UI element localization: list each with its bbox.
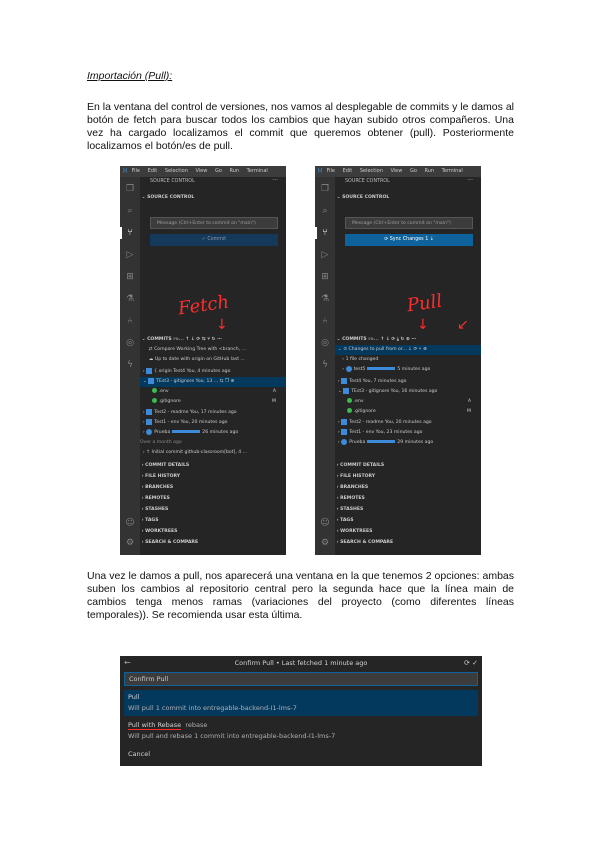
pull-annotation: Pull: [405, 290, 444, 317]
source-control-panel: [335, 177, 481, 555]
lightning-icon[interactable]: ϟ: [127, 360, 133, 370]
section-commit-details[interactable]: › COMMIT DETAILS: [140, 463, 190, 468]
commit-message-input[interactable]: Message (Ctrl+Enter to commit on "main"): [150, 217, 278, 229]
menu-run[interactable]: Run: [229, 168, 240, 174]
fetch-icon[interactable]: ⟳: [196, 337, 201, 342]
section-tags[interactable]: › TAGS: [335, 518, 354, 523]
account-icon[interactable]: ☺: [320, 518, 330, 528]
commit-row[interactable]: › Prueba 26 minutes ago: [140, 430, 239, 435]
menu-run[interactable]: Run: [424, 168, 435, 174]
lightning-icon[interactable]: ϟ: [322, 360, 328, 370]
search-icon[interactable]: ⌕: [322, 206, 328, 216]
fetch-annotation: Fetch: [176, 291, 231, 320]
section-remotes[interactable]: › REMOTES: [335, 496, 365, 501]
vscode-logo-icon: ⟩⟨: [317, 168, 323, 174]
annotation-arrow-icon: ↓: [216, 317, 228, 333]
git-graph-icon[interactable]: ⑃: [322, 316, 328, 326]
vscode-logo-icon: ⟩⟨: [122, 168, 128, 174]
commit-row[interactable]: › ↑ Initial commit github-classroom[bot], 4 ...: [140, 450, 247, 455]
menu-terminal[interactable]: Terminal: [441, 168, 463, 174]
commit-row[interactable]: › Test2 - readme You, 17 minutes ago: [140, 410, 237, 415]
commit-row[interactable]: › Prueba 29 minutes ago: [335, 440, 434, 445]
annotation-arrow-icon: ↓: [417, 317, 429, 333]
menu-go[interactable]: Go: [409, 168, 417, 174]
menu-file[interactable]: File: [131, 168, 140, 174]
testing-icon[interactable]: ⚗: [320, 294, 330, 304]
menu-go[interactable]: Go: [214, 168, 222, 174]
section-stashes[interactable]: › STASHES: [335, 507, 364, 512]
sync-icon[interactable]: ⟳: [464, 659, 470, 667]
dialog-actions: [464, 656, 478, 670]
extensions-icon[interactable]: ⊞: [321, 272, 329, 282]
date-separator: Over a month ago: [140, 440, 182, 445]
option-pull[interactable]: [124, 690, 478, 716]
settings-gear-icon[interactable]: ⚙: [320, 538, 330, 548]
section-source-control[interactable]: ⌄ SOURCE CONTROL: [140, 195, 195, 200]
title-bar: [120, 166, 286, 177]
dialog-title: Confirm Pull • Last fetched 1 minute ago: [234, 659, 368, 667]
extensions-icon[interactable]: ⊞: [126, 272, 134, 282]
section-search-compare[interactable]: › SEARCH & COMPARE: [335, 540, 394, 545]
commit-row[interactable]: ⇄ Compare Working Tree with <branch, ...: [140, 347, 246, 352]
section-remotes[interactable]: › REMOTES: [140, 496, 170, 501]
menu-view[interactable]: View: [390, 168, 403, 174]
section-commit-details[interactable]: › COMMIT DETAILS: [335, 463, 385, 468]
files-changed-row[interactable]: › 1 file changed: [335, 357, 379, 362]
paragraph-pull-options: Una vez le damos a pull, nos aparecerá una ventana en la que tenemos 2 opciones: ambas suben los cambios al repositorio central pero la segunda hace que la línea main de cambios tenga menos ramas (variaciones del proyecto (como diferentes líneas temporales)). Se recomienda usar esta última.: [87, 570, 514, 621]
testing-icon[interactable]: ⚗: [125, 294, 135, 304]
vscode-screenshot-pull: [315, 166, 481, 555]
menu-file[interactable]: File: [326, 168, 335, 174]
section-source-control[interactable]: ⌄ SOURCE CONTROL: [335, 195, 390, 200]
file-row[interactable]: .gitignore M: [140, 397, 286, 407]
title-bar: [315, 166, 481, 177]
more-actions-icon[interactable]: ···: [467, 177, 473, 184]
paragraph-intro: En la ventana del control de versiones, nos vamos al desplegable de commits y le damos al botón de fetch para buscar todos los cambios que hayan subido otros compañeros. Una vez ha cargado localizamos el commit que queremos obtener (pull). Posteriormente localizamos el botón/es de pull.: [87, 101, 514, 152]
quick-pick-input[interactable]: Confirm Pull: [124, 672, 478, 686]
option-label: Pull: [128, 693, 140, 701]
commit-button[interactable]: ✓ Commit: [150, 234, 278, 246]
menu-view[interactable]: View: [195, 168, 208, 174]
run-debug-icon[interactable]: ▷: [321, 250, 329, 260]
commits-header[interactable]: ⌄ COMMITS ro... ↑ ↓ ⟳ ⤓ ↻ ⊕ ⋯: [335, 337, 416, 342]
check-icon[interactable]: ✓: [472, 659, 478, 667]
commit-row[interactable]: › test5 5 minutes ago: [335, 367, 431, 372]
back-arrow-icon[interactable]: ←: [124, 658, 131, 667]
commit-row[interactable]: › Test1 - env You, 20 minutes ago: [140, 420, 228, 425]
menu-terminal[interactable]: Terminal: [246, 168, 268, 174]
menu-edit[interactable]: Edit: [342, 168, 353, 174]
activity-bar: [120, 177, 140, 555]
menu-selection[interactable]: Selection: [359, 168, 383, 174]
sync-icon: ⟳: [384, 237, 390, 242]
option-detail: Will pull 1 commit into entregable-backend-I1-lms-7: [128, 704, 297, 712]
file-row[interactable]: .env A: [140, 387, 286, 397]
git-graph-icon[interactable]: ⑃: [127, 316, 133, 326]
menu-edit[interactable]: Edit: [147, 168, 158, 174]
option-tag: rebase: [185, 721, 208, 729]
menu-selection[interactable]: Selection: [164, 168, 188, 174]
option-pull-rebase[interactable]: [124, 718, 478, 744]
source-control-icon[interactable]: ⑂: [319, 227, 331, 239]
settings-gear-icon[interactable]: ⚙: [125, 538, 135, 548]
option-detail: Will pull and rebase 1 commit into entregable-backend-I1-lms-7: [128, 732, 336, 740]
section-branches[interactable]: › BRANCHES: [140, 485, 174, 490]
section-file-history[interactable]: › FILE HISTORY: [140, 474, 181, 479]
section-file-history[interactable]: › FILE HISTORY: [335, 474, 376, 479]
section-worktrees[interactable]: › WORKTREES: [335, 529, 373, 534]
vscode-screenshot-fetch: [120, 166, 286, 555]
commit-row[interactable]: ⌄ TEst3 - gitignore You, 16 minutes ago: [335, 389, 438, 394]
remote-icon[interactable]: ◎: [126, 338, 134, 348]
annotation-arrow-icon: ↙: [457, 317, 469, 333]
source-control-icon[interactable]: ⑂: [124, 227, 136, 239]
explorer-icon[interactable]: ❐: [320, 184, 330, 194]
activity-bar: [315, 177, 335, 555]
file-row[interactable]: .env A: [335, 397, 481, 407]
sync-changes-button[interactable]: ⟳ Sync Changes 1 ↓: [345, 234, 473, 246]
more-actions-icon[interactable]: ···: [272, 177, 278, 184]
confirm-pull-dialog: [120, 656, 482, 766]
run-debug-icon[interactable]: ▷: [126, 250, 134, 260]
commit-row[interactable]: › Test4 You, 7 minutes ago: [335, 379, 407, 384]
commit-row[interactable]: › Test2 - readme You, 20 minutes ago: [335, 420, 432, 425]
commit-message-input[interactable]: Message (Ctrl+Enter to commit on "main"): [345, 217, 473, 229]
commits-header[interactable]: ⌄ COMMITS ro... ↑ ↓ ⟳ ⇆ ⑂ ↻ ⋯: [140, 337, 222, 342]
panel-title: SOURCE CONTROL: [150, 179, 195, 184]
commit-row-selected[interactable]: ⌄ TEst3 - gitignore You, 13 ... ⇆ ❐ ⊕: [140, 377, 286, 387]
changes-to-pull-row[interactable]: ⌄ ⊙ Changes to pull from or... ↓ ⟳ ⑂ ⊕: [335, 345, 481, 355]
option-label: Pull with Rebase: [128, 721, 182, 729]
search-icon[interactable]: ⌕: [127, 206, 133, 216]
option-cancel[interactable]: Cancel: [128, 750, 151, 758]
section-branches[interactable]: › BRANCHES: [335, 485, 369, 490]
section-worktrees[interactable]: › WORKTREES: [140, 529, 178, 534]
explorer-icon[interactable]: ❐: [125, 184, 135, 194]
commit-row[interactable]: › { origin Test4 You, 4 minutes ago: [140, 369, 231, 374]
section-heading: Importación (Pull):: [87, 70, 173, 82]
section-tags[interactable]: › TAGS: [140, 518, 159, 523]
section-stashes[interactable]: › STASHES: [140, 507, 169, 512]
panel-title: SOURCE CONTROL: [345, 179, 390, 184]
account-icon[interactable]: ☺: [125, 518, 135, 528]
file-row[interactable]: .gitignore M: [335, 407, 481, 417]
source-control-panel: [140, 177, 286, 555]
remote-icon[interactable]: ◎: [321, 338, 329, 348]
commit-row[interactable]: ☁ Up to date with origin on GitHub last ...: [140, 357, 245, 362]
pull-icon[interactable]: ⤓: [396, 337, 399, 342]
section-search-compare[interactable]: › SEARCH & COMPARE: [140, 540, 199, 545]
commit-row[interactable]: › Test1 - env You, 23 minutes ago: [335, 430, 423, 435]
